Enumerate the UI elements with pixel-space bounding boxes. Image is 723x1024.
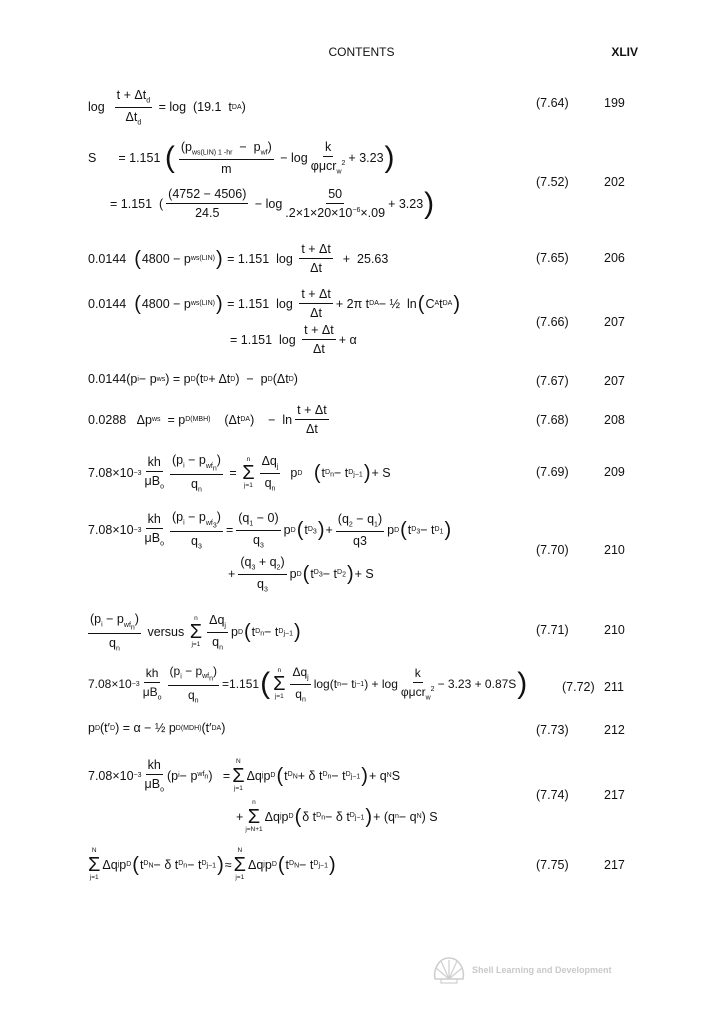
eq-number: (7.67): [536, 374, 569, 388]
eq-number: (7.74): [536, 788, 569, 802]
eq-number: (7.65): [536, 251, 569, 265]
eq-number: (7.66): [536, 315, 569, 329]
eq-number: (7.73): [536, 723, 569, 737]
equation-7-66-line2: = 1.151 log $\frac{t + \Delta t}{\Delta t}$ + α: [230, 323, 357, 356]
equation-7-69: 7.08×10 −3 $\frac{kh}{\mu B_o}$ $\frac{(p_i - p_{wf_n})}{q_n}$ = n Σ j=1 $\frac{\Delta q_j}{q_n}$ p D ( t $D_n$ − t $D_{j-1}$ ) + S: [88, 453, 391, 494]
equation-7-70-line2: + $\frac{(q_3 + q_2)}{q_3}$ p D ( t $D_3$ − t $D_2$ ) + S: [228, 555, 374, 593]
page-number: 209: [604, 465, 625, 479]
eq-number: (7.72): [562, 680, 595, 694]
footer-logo: [432, 955, 612, 985]
page-number: 217: [604, 788, 625, 802]
page-number: 207: [604, 315, 625, 329]
eq-number: (7.64): [536, 96, 569, 110]
page-number: 199: [604, 96, 625, 110]
equation-7-65: 0.0144 ( 4800 − p ws(LIN) ) = 1.151 log $\frac{t + \Delta t}{\Delta t}$ + 25.63: [88, 242, 389, 275]
page-number: 217: [604, 858, 625, 872]
page-number: 210: [604, 543, 625, 557]
page-header-number: XLIV: [611, 45, 638, 59]
equation-7-72: 7.08×10 −3 $\frac{kh}{\mu B_o}$ $\frac{(p_i - p_{wf_n})}{q_n}$ =1.151 ( n Σ j=1 $\frac{\Delta q_j}{q_n}$ log(t n − t j−1 ) + log $\frac{k}{\varphi\mu cr_w^2}$ − 3.23 + 0.87S ): [88, 664, 528, 705]
page-number: 211: [604, 680, 624, 694]
eq-number: (7.70): [536, 543, 569, 557]
page-number: 210: [604, 623, 625, 637]
equation-7-74-line1: 7.08×10 −3 $\frac{kh}{\mu B_o}$ (p i − p $wf_n$ ) = N Σ j=1 Δq j p D ( t $D_N$ + δ t $D_n$ − t $D_{j-1}$ ) + q N S: [88, 758, 401, 794]
page-number: 208: [604, 413, 625, 427]
page-number: 206: [604, 251, 625, 265]
equation-7-68: 0.0288 Δp ws = p D(MBH) (Δt DA ) − ln $\frac{t + \Delta t}{\Delta t}$: [88, 403, 327, 436]
page-number: 207: [604, 374, 625, 388]
equation-7-73: p D (t′ D ) = α − ½ p D(MDH) (t′ DA ): [88, 721, 226, 735]
eq-number: (7.75): [536, 858, 569, 872]
page-header-title: CONTENTS: [328, 45, 395, 59]
equation-7-66-line1: 0.0144 ( 4800 − p ws(LIN) ) = 1.151 log $\frac{t + \Delta t}{\Delta t}$ + 2π t DA − ½ ln ( C A t DA ): [88, 287, 461, 320]
equation-7-70-line1: 7.08×10 −3 $\frac{kh}{\mu B_o}$ $\frac{(p_i - p_{wf_3})}{q_3}$ = $\frac{(q_1 - 0)}{q_3}$ p D ( t $D_3$ ) + $\frac{(q_2 - q_1)}{q3}$ p D ( t $D_3$ − t $D_1$ ): [88, 510, 452, 551]
page-number: 202: [604, 175, 625, 189]
equation-7-74-line2: + n Σ j=N+1 Δq j p D ( δ t $D_n$ − δ t $D_{j-1}$ ) + (q n − q N ) S: [236, 799, 438, 833]
equation-7-52-line1: S = 1.151 ( $\frac{(p_{ws(LIN) 1 -hr} - p_{wf})}{m}$ − log $\frac{k}{\varphi\mu cr_w^2}$ + 3.23 ): [88, 140, 395, 176]
shell-logo-icon: [432, 955, 466, 985]
eq-number: (7.69): [536, 465, 569, 479]
eq-number: (7.68): [536, 413, 569, 427]
page-number: 212: [604, 723, 625, 737]
eq-number: (7.52): [536, 175, 569, 189]
equation-7-71: $\frac{(p_i - p_{wf_n})}{q_n}$ versus n Σ j=1 $\frac{\Delta q_j}{q_n}$ p D ( t $D_n$ − t $D_{j-1}$ ): [90, 612, 301, 653]
equation-7-64: log $\frac{t + \Delta t_d}{\Delta t_d}$ = log (19.1 t DA ): [88, 88, 246, 126]
footer-logo-text: Shell Learning and Development: [472, 965, 612, 975]
eq-number: (7.71): [536, 623, 569, 637]
equation-7-75: N Σ j=1 Δq j p D ( t $D_N$ − δ t $D_n$ − t $D_{j-1}$ ) ≈ N Σ j=1 Δq j p D ( t $D_N$ − t $D_{j-1}$ ): [88, 847, 336, 881]
equation-7-52-line2: = 1.151 ( $\frac{(4752 - 4506)}{24.5}$ − log $\frac{50}{.2\times 1\times 20\times 10^{-6}\times.09}$ + 3.23 ): [110, 186, 435, 220]
equation-7-67: 0.0144(p i − p ws ) = p D (t D + Δt D ) − p D (Δt D ): [88, 372, 298, 386]
